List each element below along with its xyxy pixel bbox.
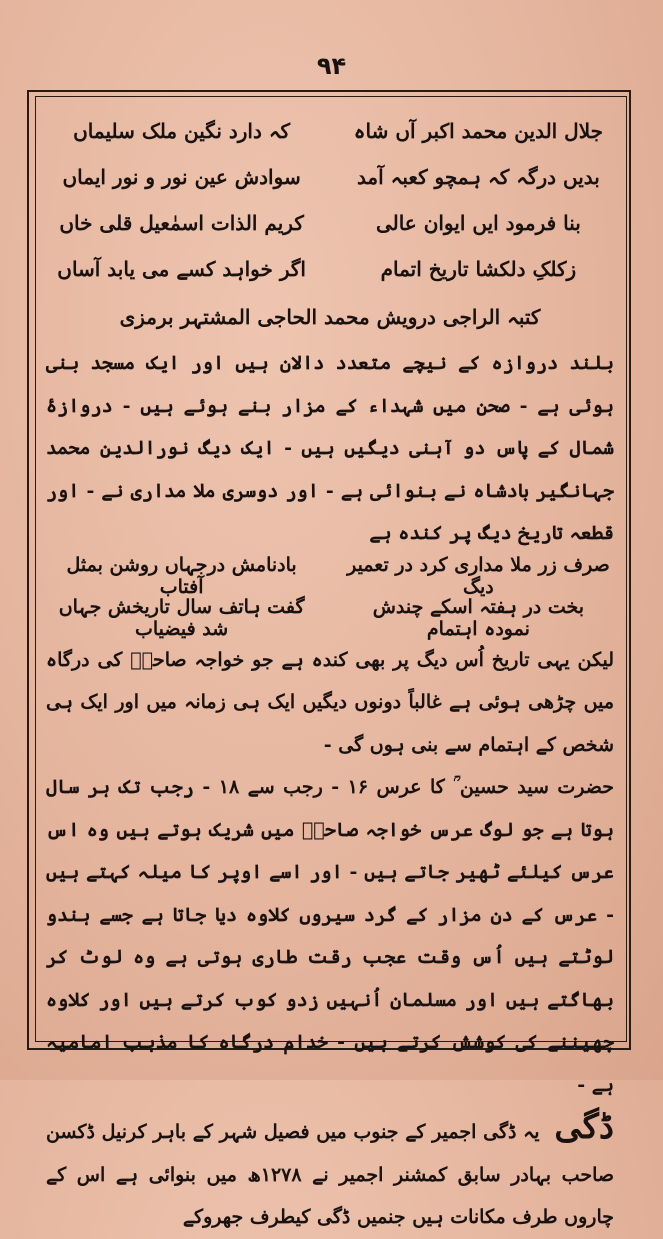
cauldron-couplets xyxy=(50,555,610,639)
couplet xyxy=(50,555,610,597)
paragraph-urs: حضرت سید حسین ؒ کا عرس ۱۶ - رجب سے ۱۸ - رجب تک ہر سال ہوتا ہے جو لوگ عرس خواجہ صاحبؒ میں شریک ہوتے ہیں وہ اس عرس کیلئے ٹھیر جاتے ہیں - اور اسے اوپر کا میلہ کہتے ہیں - عرس کے دن مزار کے گرد سیروں کلاوہ دیا جاتا ہے جسے ہندو لوٹتے ہیں اُس وقت عجب رقت طاری ہوتی ہے وہ لوٹ کر بھاگتے ہیں اور مسلمان اُنہیں زدو کوب کرتے ہیں اور کلاوہ چھیننے کی کوشش کرتے ہیں - خدام درگاہ کا مذہب امامیہ ہے - xyxy=(46,776,614,1096)
hemistich-right: جلال الدین محمد اکبر آں شاہ xyxy=(353,119,604,143)
hemistich-right: صرف زر ملا مداری کرد در تعمیر دیگ xyxy=(347,553,610,598)
hemistich-right: زکلکِ دلکشا تاریخ اتمام xyxy=(380,257,577,281)
couplet xyxy=(50,246,610,292)
paragraph-tank-text: یہ ڈگی اجمیر کے جنوب میں فصیل شہر کے باہر کرنیل ڈکسن صاحب بہادر سابق کمشنر اجمیر نے ۱۲۷۸ھ میں بنوائی ہے اس کے چاروں طرف مکانات ہیں جنمیں ڈگی کیطرف جھروکے xyxy=(46,1121,615,1228)
paragraph-tank xyxy=(46,1106,614,1239)
couplet xyxy=(50,108,610,154)
hemistich-left: سوادش عین نور و نور ایماں xyxy=(62,165,301,189)
hemistich-left: کریم الذات اسمٰعیل قلی خاں xyxy=(59,211,304,235)
hemistich-left: کہ دارد نگین ملک سلیماں xyxy=(73,119,291,143)
inscription-couplets xyxy=(50,108,610,292)
page-number: ۹۴ xyxy=(316,52,347,80)
couplet xyxy=(50,200,610,246)
hemistich-right: بخت در ہفتہ اسکے چندش نمودہ اہتمام xyxy=(372,595,585,640)
page-content xyxy=(40,100,620,1228)
couplet xyxy=(50,154,610,200)
hemistich-left: گفت ہاتف سال تاریخش جہاں شد فیضیاب xyxy=(58,595,305,640)
paragraph-cauldron: لیکن یہی تاریخ اُس دیگ پر بھی کندہ ہے جو خواجہ صاحبؒ کی درگاہ میں چڑھی ہوئی ہے غالباً دونوں دیگیں ایک ہی زمانہ میں اور ایک ہی شخص کے اہتمام سے بنی ہوں گی - xyxy=(46,648,614,756)
hemistich-left: اگر خواہد کسے می یابد آساں xyxy=(57,257,306,281)
inscription-signature: کتبہ الراجی درویش محمد الحاجی المشتہر برمزی xyxy=(119,305,541,329)
hemistich-left: بادنامش درجہاں روشن بمثل آفتاب xyxy=(66,553,297,598)
section-heading: ڈگی xyxy=(554,1107,614,1147)
hemistich-right: بنا فرمود ایں ایوان عالی xyxy=(375,211,581,235)
hemistich-right: بدیں درگہ کہ ہمچو کعبہ آمد xyxy=(356,165,600,189)
paragraph-gate: بلند دروازہ کے نیچے متعدد دالان ہیں اور ایک مسجد بنی ہوئی ہے - صحن میں شہداء کے مزار بنے ہوئے ہیں - دروازۂ شمال کے پاس دو آہنی دیگیں ہیں - ایک دیگ نورالدین محمد جہانگیر بادشاہ نے بنوائی ہے - اور دوسری ملا مداری نے - اور قطعہ تاریخ دیگ پر کندہ ہے xyxy=(46,352,614,544)
couplet xyxy=(50,597,610,639)
